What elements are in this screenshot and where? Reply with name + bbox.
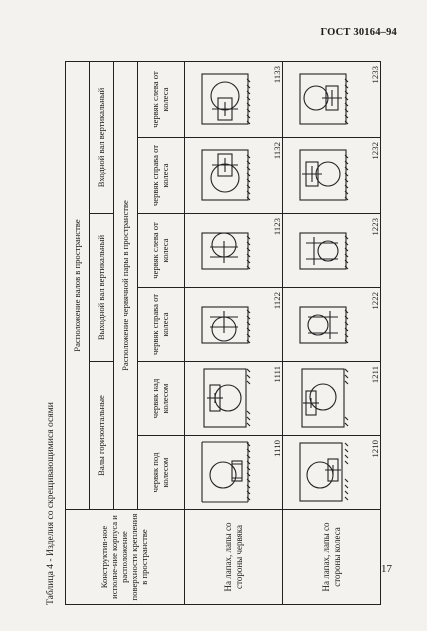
products-table (65, 61, 381, 605)
table-caption: Таблица 4 - Изделия со скрещивающимися осями (45, 402, 56, 605)
code-1233: 1233 (363, 61, 381, 137)
sketch-1222 (283, 288, 364, 362)
sketch-1123 (185, 214, 266, 288)
sketch-1210 (283, 436, 364, 510)
sketch-1132 (185, 138, 266, 214)
code-1111: 1111 (265, 362, 283, 436)
header-shafts-horizontal: Валы горизонтальные (90, 362, 114, 510)
code-1123: 1123 (265, 214, 283, 288)
sketch-1110 (185, 436, 266, 510)
col-header-3: червяк справа от колеса (138, 288, 185, 362)
code-1223: 1223 (363, 214, 381, 288)
code-1122: 1122 (265, 288, 283, 362)
code-1222: 1222 (363, 288, 381, 362)
header-corner-cell: Конструктив-ное исполне-ние корпуса и расположение поверхности крепления в пространстве (66, 510, 185, 605)
code-1132: 1132 (265, 138, 283, 214)
document-header: ГОСТ 30164–94 (320, 27, 397, 38)
sketch-1232 (283, 138, 364, 214)
sketch-1211 (283, 362, 364, 436)
sketch-1122 (185, 288, 266, 362)
sketch-1133 (185, 61, 266, 137)
rotated-table-block (45, 62, 381, 605)
page-number: 17 (381, 563, 392, 575)
col-header-2: червяк над колесом (138, 362, 185, 436)
sketch-1233 (283, 61, 364, 137)
code-1232: 1232 (363, 138, 381, 214)
code-1133: 1133 (265, 61, 283, 137)
header-shaft-position: Расположение валов в пространстве (66, 61, 90, 509)
code-1211: 1211 (363, 362, 381, 436)
header-output-vertical: Выходной вал вертикальный (90, 214, 114, 362)
header-input-vertical: Входной вал вертикальный (90, 61, 114, 213)
col-header-1: червяк под колесом (138, 436, 185, 510)
sketch-1111 (185, 362, 266, 436)
col-header-5: червяк справа от колеса (138, 138, 185, 214)
code-1210: 1210 (363, 436, 381, 510)
header-worm-pair-position: Расположение червячной пары в пространстве (114, 61, 138, 509)
row-label-worm-side: На лапах, лапы со стороны червяка (185, 510, 283, 605)
row-label-wheel-side: На лапах, лапы со стороны колеса (283, 510, 381, 605)
col-header-4: червяк слева от колеса (138, 214, 185, 288)
sketch-1223 (283, 214, 364, 288)
col-header-6: червяк слева от колеса (138, 61, 185, 137)
code-1110: 1110 (265, 436, 283, 510)
